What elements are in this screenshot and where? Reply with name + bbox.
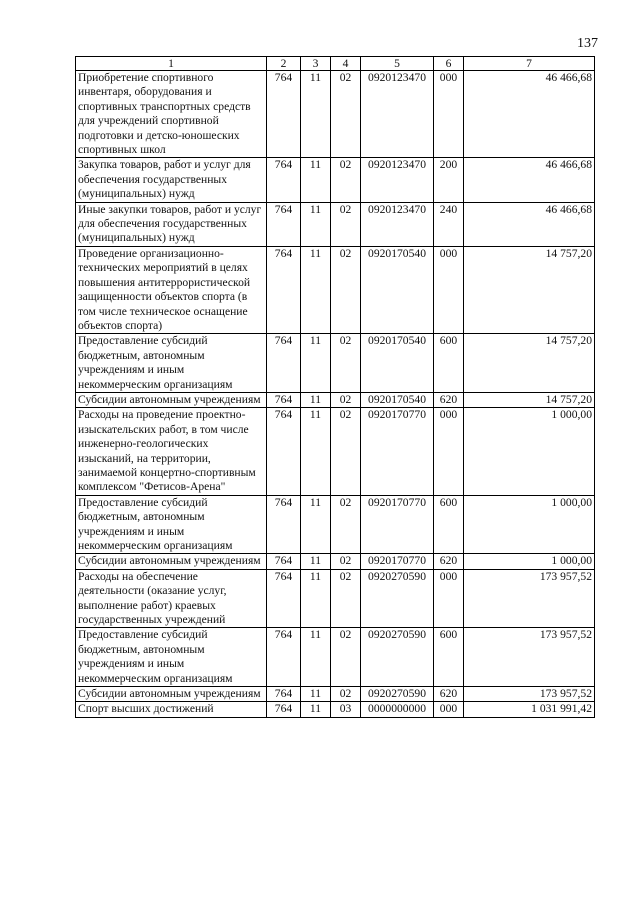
row-code-6: 000 <box>434 71 464 158</box>
row-code-6: 600 <box>434 495 464 554</box>
table-row <box>76 334 595 393</box>
row-code-4: 02 <box>331 158 361 202</box>
row-code-4: 02 <box>331 687 361 702</box>
row-code-4: 02 <box>331 554 361 569</box>
table-row <box>76 246 595 333</box>
row-code-3: 11 <box>301 334 331 393</box>
column-header: 7 <box>464 57 595 71</box>
row-code-4: 02 <box>331 569 361 628</box>
row-code-5: 0920123470 <box>361 71 434 158</box>
row-code-2: 764 <box>267 202 301 246</box>
row-amount: 46 466,68 <box>464 158 595 202</box>
row-code-6: 620 <box>434 687 464 702</box>
row-code-5: 0920270590 <box>361 569 434 628</box>
row-code-3: 11 <box>301 702 331 717</box>
row-amount: 14 757,20 <box>464 334 595 393</box>
row-code-6: 000 <box>434 408 464 495</box>
row-code-3: 11 <box>301 569 331 628</box>
table-row <box>76 628 595 687</box>
column-header: 4 <box>331 57 361 71</box>
row-code-3: 11 <box>301 158 331 202</box>
column-header: 3 <box>301 57 331 71</box>
row-code-3: 11 <box>301 687 331 702</box>
row-code-5: 0920170770 <box>361 495 434 554</box>
row-amount: 14 757,20 <box>464 246 595 333</box>
row-code-3: 11 <box>301 554 331 569</box>
table-row <box>76 202 595 246</box>
row-name: Предоставление субсидий бюджетным, автономным учреждениям и иным некоммерческим организациям <box>76 334 267 393</box>
column-header: 2 <box>267 57 301 71</box>
row-code-3: 11 <box>301 392 331 407</box>
page-number: 137 <box>577 36 598 51</box>
row-code-4: 02 <box>331 334 361 393</box>
row-amount: 1 000,00 <box>464 554 595 569</box>
table-row <box>76 569 595 628</box>
row-code-6: 000 <box>434 246 464 333</box>
column-header: 6 <box>434 57 464 71</box>
row-amount: 46 466,68 <box>464 71 595 158</box>
row-name: Приобретение спортивного инвентаря, оборудования и спортивных транспортных средств для учреждений спортивной подготовки и детско-юношеских спортивных школ <box>76 71 267 158</box>
row-code-2: 764 <box>267 246 301 333</box>
row-code-2: 764 <box>267 71 301 158</box>
table-row <box>76 392 595 407</box>
row-code-5: 0920170540 <box>361 334 434 393</box>
row-code-2: 764 <box>267 569 301 628</box>
row-code-3: 11 <box>301 71 331 158</box>
table-header-row <box>76 57 595 71</box>
row-code-2: 764 <box>267 702 301 717</box>
row-code-4: 02 <box>331 408 361 495</box>
row-code-5: 0920123470 <box>361 158 434 202</box>
row-code-5: 0920123470 <box>361 202 434 246</box>
budget-table <box>75 56 595 718</box>
row-amount: 14 757,20 <box>464 392 595 407</box>
row-name: Субсидии автономным учреждениям <box>76 554 267 569</box>
row-code-5: 0920270590 <box>361 628 434 687</box>
row-code-2: 764 <box>267 628 301 687</box>
row-code-5: 0000000000 <box>361 702 434 717</box>
row-code-5: 0920170540 <box>361 246 434 333</box>
row-code-2: 764 <box>267 495 301 554</box>
table-row <box>76 702 595 717</box>
row-name: Иные закупки товаров, работ и услуг для обеспечения государственных (муниципальных) нужд <box>76 202 267 246</box>
row-name: Расходы на проведение проектно-изыскательских работ, в том числе инженерно-геологических изысканий, на территории, занимаемой концертно-спортивным комплексом "Фетисов-Арена" <box>76 408 267 495</box>
row-code-5: 0920170770 <box>361 408 434 495</box>
row-code-4: 02 <box>331 495 361 554</box>
row-code-6: 000 <box>434 702 464 717</box>
row-amount: 1 031 991,42 <box>464 702 595 717</box>
row-code-2: 764 <box>267 334 301 393</box>
row-code-2: 764 <box>267 687 301 702</box>
row-code-6: 600 <box>434 628 464 687</box>
row-name: Предоставление субсидий бюджетным, автономным учреждениям и иным некоммерческим организациям <box>76 628 267 687</box>
row-name: Предоставление субсидий бюджетным, автономным учреждениям и иным некоммерческим организациям <box>76 495 267 554</box>
row-code-4: 03 <box>331 702 361 717</box>
table-row <box>76 71 595 158</box>
row-code-3: 11 <box>301 408 331 495</box>
row-code-6: 620 <box>434 554 464 569</box>
row-code-5: 0920170540 <box>361 392 434 407</box>
table-row <box>76 495 595 554</box>
column-header: 5 <box>361 57 434 71</box>
column-header: 1 <box>76 57 267 71</box>
row-code-3: 11 <box>301 628 331 687</box>
row-code-3: 11 <box>301 202 331 246</box>
row-code-6: 000 <box>434 569 464 628</box>
row-code-5: 0920170770 <box>361 554 434 569</box>
row-code-4: 02 <box>331 392 361 407</box>
row-name: Субсидии автономным учреждениям <box>76 687 267 702</box>
row-name: Спорт высших достижений <box>76 702 267 717</box>
row-code-4: 02 <box>331 246 361 333</box>
row-code-4: 02 <box>331 71 361 158</box>
row-name: Расходы на обеспечение деятельности (оказание услуг, выполнение работ) краевых государственных учреждений <box>76 569 267 628</box>
row-code-6: 620 <box>434 392 464 407</box>
row-name: Проведение организационно-технических мероприятий в целях повышения антитеррористической защищенности объектов спорта (в том числе техническое оснащение объектов спорта) <box>76 246 267 333</box>
row-name: Субсидии автономным учреждениям <box>76 392 267 407</box>
row-code-2: 764 <box>267 392 301 407</box>
row-amount: 173 957,52 <box>464 569 595 628</box>
row-name: Закупка товаров, работ и услуг для обеспечения государственных (муниципальных) нужд <box>76 158 267 202</box>
table-row <box>76 408 595 495</box>
row-amount: 1 000,00 <box>464 408 595 495</box>
table-row <box>76 687 595 702</box>
row-code-6: 200 <box>434 158 464 202</box>
row-amount: 46 466,68 <box>464 202 595 246</box>
row-amount: 1 000,00 <box>464 495 595 554</box>
row-code-3: 11 <box>301 495 331 554</box>
table-row <box>76 158 595 202</box>
row-code-2: 764 <box>267 158 301 202</box>
row-code-6: 600 <box>434 334 464 393</box>
row-code-2: 764 <box>267 408 301 495</box>
row-amount: 173 957,52 <box>464 687 595 702</box>
row-code-3: 11 <box>301 246 331 333</box>
row-amount: 173 957,52 <box>464 628 595 687</box>
row-code-4: 02 <box>331 628 361 687</box>
row-code-6: 240 <box>434 202 464 246</box>
row-code-4: 02 <box>331 202 361 246</box>
table-row <box>76 554 595 569</box>
row-code-5: 0920270590 <box>361 687 434 702</box>
row-code-2: 764 <box>267 554 301 569</box>
